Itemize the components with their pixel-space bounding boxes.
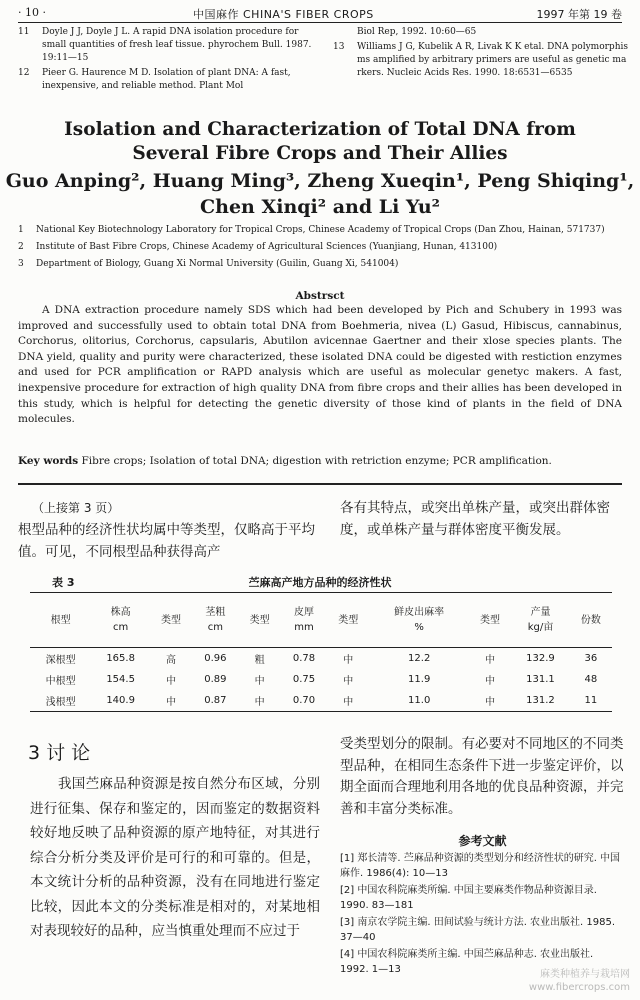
table-cell: 0.96	[204, 653, 227, 664]
continued-note: （上接第 3 页）	[32, 501, 120, 515]
reference-item: [3] 南京农学院主编. 田间试验与统计方法. 农业出版社. 1985. 37—40	[340, 917, 616, 943]
column-header: 类型	[150, 593, 192, 648]
abstract-text: A DNA extraction procedure namely SDS which had been developed by Pich and Schubery in 1993 was improved and successfully used to obtain total DNA from Boehmeria, nivea (L) Gasud, Hibiscus, cannabinus, Corchorus, olitorius, Corchorus, capsularis, Abutilon avicennae Gaertner and their xlose species plants. The DNA yield, quality and purity were characterized, these isolated DNA could be digested with restiction enzymes and used for PCR amplification or RAPD analysis which are useful as molecular genetyc makers. A fast, inexpensive procedure for extraction of high quality DNA from fibre crops and their allies has been developed in this study, which is helpful for detecting the genetic diversity of those kind of plants in the field of DNA molecules.	[18, 304, 622, 426]
reference-item: 12 Pieer G. Haurence M D. Isolation of plant DNA: A fast, inexpensive, and reliable method. Plant Mol	[18, 68, 291, 91]
table-cell: 131.1	[526, 674, 555, 685]
affiliations	[18, 224, 622, 275]
chinese-references	[340, 852, 625, 980]
table-cell: 中	[327, 690, 369, 712]
table-cell: 131.2	[511, 690, 570, 712]
table-cell: 中	[150, 690, 192, 712]
table-cell: 浅根型	[30, 690, 91, 712]
discussion-text-left: 我国苎麻品种资源是按自然分布区域，分别进行征集、保存和鉴定的，因而鉴定的数据资料较好地反映了品种资源的原产地特征，对其进行综合分析分类及评价是可行的和可靠的。但是，本文统计分析的品种资源，没有在同地进行鉴定比较，因此本文的分类标准是相对的，对某地相对表现较好的品种，应当慎重处理而不应过于	[30, 776, 320, 939]
column-header: 鲜皮出麻率 %	[369, 593, 469, 648]
column-header: 产量 kg/亩	[511, 593, 570, 648]
keywords-label: Key words	[18, 455, 79, 467]
table-cell: 0.78	[292, 653, 316, 664]
reference-item: 13 Williams J G, Kubelik A R, Livak K K etal. DNA polymorphis ms amplified by arbitrary primers are useful as genetic ma rkers. Nucleic Acids Res. 1990. 18:6531—6535	[333, 42, 628, 78]
table-cell: 高	[166, 655, 177, 666]
table-header-row	[30, 593, 612, 648]
table-cell: 粗	[254, 655, 265, 666]
section-divider	[18, 483, 622, 485]
table-cell: 中	[166, 676, 177, 687]
column-header: 茎粗 cm	[192, 593, 238, 648]
table-cell: 0.89	[204, 674, 227, 685]
table-row	[30, 669, 612, 690]
reference-item: [1] 郑长清等. 苎麻品种资源的类型划分和经济性状的研究. 中国麻作. 1986(4): 10—13	[340, 853, 621, 879]
table-cell: 中	[343, 655, 354, 666]
column-header: 份数	[570, 593, 612, 648]
reference-item: Biol Rep, 1992. 10:60—65	[357, 27, 477, 37]
column-header: 株高 cm	[91, 593, 150, 648]
table-row	[30, 648, 612, 670]
journal-name: 中国麻作 CHINA'S FIBER CROPS	[193, 8, 374, 21]
author-list: Guo Anping², Huang Ming³, Zheng Xueqin¹, Peng Shiqing¹, Chen Xinqi² and Li Yu²	[5, 170, 635, 218]
table-cell: 中	[485, 655, 496, 666]
table-cell: 中	[485, 676, 496, 687]
top-references-right	[333, 26, 628, 82]
top-references-left	[18, 26, 313, 95]
table-cell: 深根型	[45, 655, 76, 666]
table-cell: 0.75	[292, 674, 316, 685]
running-header	[18, 6, 622, 23]
references-heading: 参考文献	[458, 834, 507, 848]
table-cell: 11.0	[369, 690, 469, 712]
table-cell: 36	[584, 653, 598, 664]
article-title: Isolation and Characterization of Total DNA from Several Fibre Crops and Their Allies	[64, 119, 576, 164]
column-header: 类型	[469, 593, 511, 648]
keywords-line	[18, 455, 622, 467]
table-title: 苎麻高产地方品种的经济性状	[248, 576, 392, 589]
table-cell: 140.9	[91, 690, 150, 712]
column-header: 类型	[239, 593, 281, 648]
table-label: 表 3	[52, 576, 75, 589]
discussion-text-right: 受类型划分的限制。有必要对不同地区的不同类型品种，在相同生态条件下进一步鉴定评价，以期全面而合理地利用各地的优良品种资源，并完善和丰富分类标准。	[340, 736, 624, 817]
continued-text-left: （上接第 3 页） 根型品种的经济性状均属中等类型，仅略高于平均值。可见，不同根型品种获得高产	[18, 497, 318, 563]
affiliation-item: 3 Department of Biology, Guang Xi Normal University (Guilin, Guang Xi, 541004)	[18, 259, 399, 269]
column-header: 根型	[30, 593, 91, 648]
column-header: 皮厚 mm	[281, 593, 327, 648]
table-row	[30, 690, 612, 712]
table-cell: 11	[570, 690, 612, 712]
section-heading: 3 讨 论	[28, 742, 91, 764]
table-cell: 中	[343, 676, 354, 687]
issue-info: 1997 年第 19 卷	[536, 8, 622, 21]
reference-item: 11 Doyle J J, Doyle J L. A rapid DNA isolation procedure for small quantities of fresh leaf tissue. phyrochem Bull. 1987. 19:11—15	[18, 27, 312, 63]
column-header: 类型	[327, 593, 369, 648]
keywords-text: Fibre crops; Isolation of total DNA; digestion with retriction enzyme; PCR amplification.	[81, 455, 552, 467]
page-number: · 10 ·	[18, 6, 46, 19]
affiliation-item: 2 Institute of Bast Fibre Crops, Chinese Academy of Agricultural Sciences (Yuanjiang, Hunan, 413100)	[18, 242, 498, 252]
table-cell: 12.2	[408, 653, 431, 664]
economic-traits-table	[30, 592, 612, 712]
reference-item: [4] 中国农科院麻类所主编. 中国苎麻品种志. 农业出版社. 1992. 1—13	[340, 949, 594, 975]
affiliation-item: 1 National Key Biotechnology Laboratory for Tropical Crops, Chinese Academy of Tropical Crops (Dan Zhou, Hainan, 571737)	[18, 225, 605, 235]
table-cell: 165.8	[106, 653, 135, 664]
table-cell: 中	[254, 676, 265, 687]
table-cell: 中根型	[45, 676, 76, 687]
continued-text-right: 各有其特点，或突出单株产量，或突出群体密度，或单株产量与群体密度平衡发展。	[340, 500, 610, 538]
table-cell: 0.87	[192, 690, 238, 712]
table-cell: 11.9	[408, 674, 431, 685]
table-cell: 0.70	[281, 690, 327, 712]
table-cell: 132.9	[526, 653, 555, 664]
table-cell: 154.5	[106, 674, 135, 685]
watermark: 麻类种植养与栽培网 www.fibercrops.com	[528, 969, 630, 993]
abstract-heading: Abstrsct	[295, 290, 345, 302]
table-cell: 中	[469, 690, 511, 712]
table-cell: 48	[584, 674, 598, 685]
table-cell: 中	[239, 690, 281, 712]
reference-item: [2] 中国农科院麻类所编. 中国主要麻类作物品种资源目录. 1990. 83—181	[340, 885, 597, 911]
